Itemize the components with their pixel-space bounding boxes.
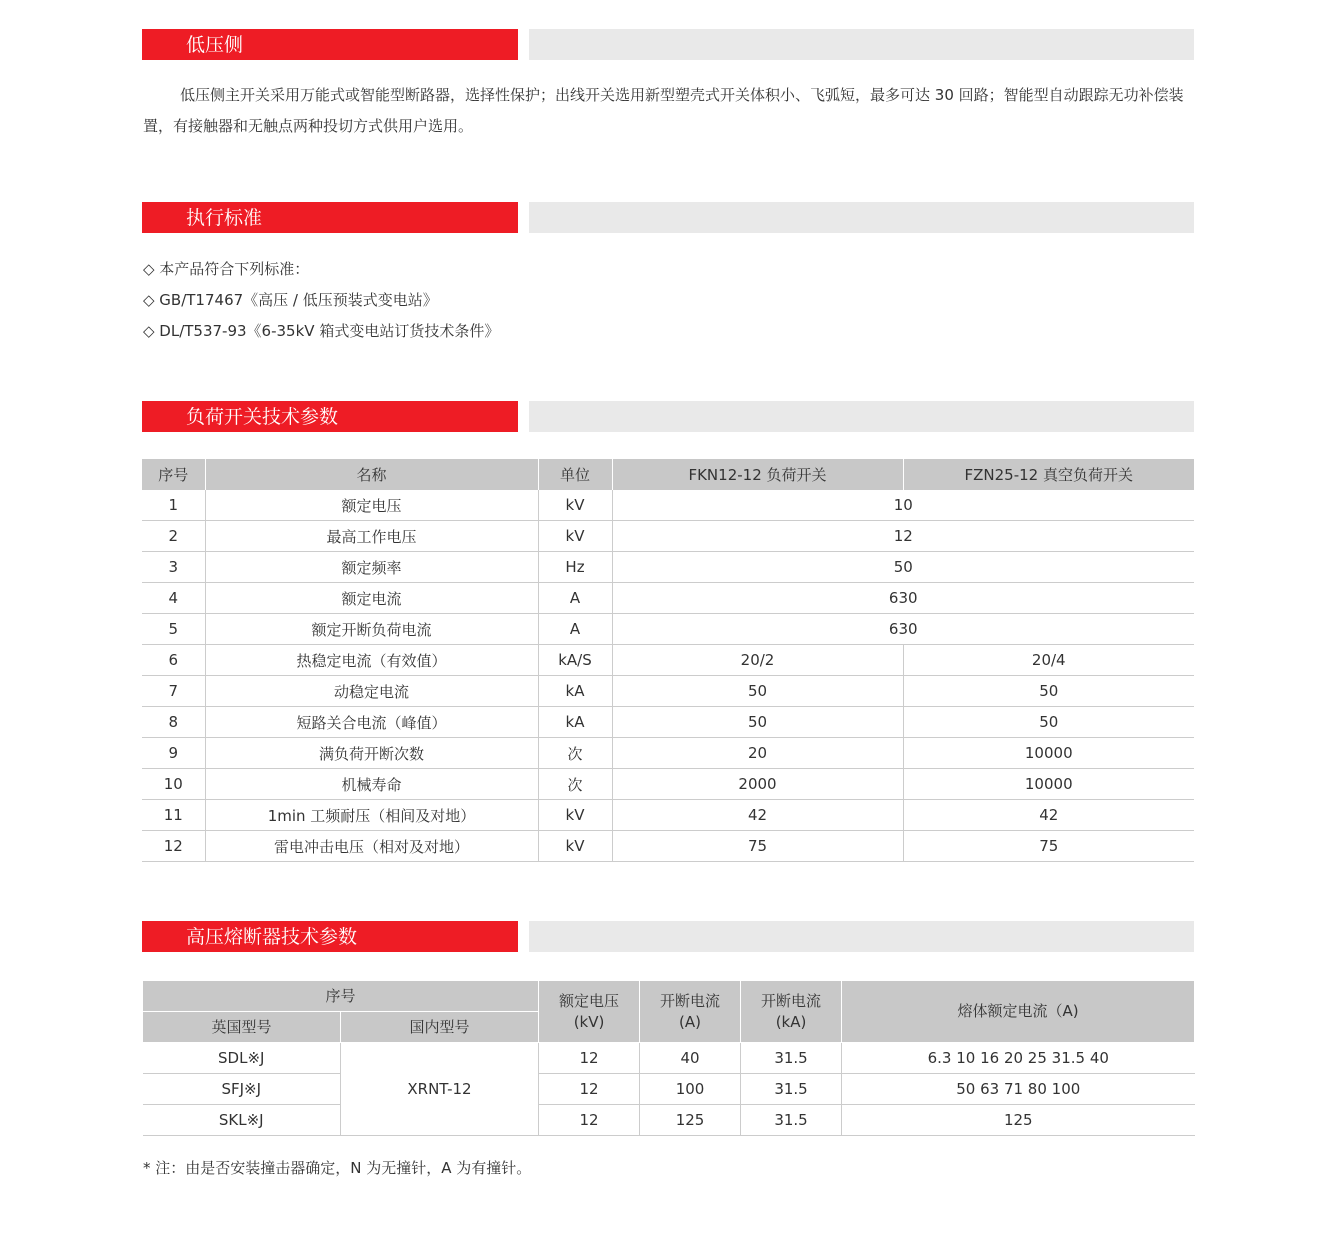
- table-cell: 8: [142, 707, 205, 738]
- table-cell: SDL※J: [143, 1043, 341, 1074]
- table-cell: 7: [142, 676, 205, 707]
- column-header: 名称: [205, 459, 538, 490]
- list-item: ◇ GB/T17467《高压 / 低压预装式变电站》: [143, 291, 438, 309]
- table-row: [142, 614, 1194, 645]
- table-cell: 50: [612, 707, 903, 738]
- column-header-uk-model: 英国型号: [143, 1012, 341, 1043]
- table-cell: SKL※J: [143, 1105, 341, 1136]
- list-item: ◇ DL/T537-93《6-35kV 箱式变电站订货技术条件》: [143, 322, 500, 340]
- table-cell: 12: [142, 831, 205, 862]
- table-cell: 20: [612, 738, 903, 769]
- column-header-break-current: 开断电流 (A): [640, 981, 741, 1043]
- table-cell: A: [538, 614, 612, 645]
- section-title: 高压熔断器技术参数: [186, 926, 358, 948]
- list-item: ◇ 本产品符合下列标准：: [143, 260, 310, 278]
- table-cell: 短路关合电流（峰值）: [205, 707, 538, 738]
- table-cell: 10000: [903, 769, 1194, 800]
- table-cell: 100: [640, 1074, 741, 1105]
- section-title: 执行标准: [186, 207, 263, 229]
- table-cell: 9: [142, 738, 205, 769]
- table-cell: 1: [142, 490, 205, 521]
- table-cell: 额定开断负荷电流: [205, 614, 538, 645]
- table-cell: kV: [538, 490, 612, 521]
- table-cell: kA: [538, 707, 612, 738]
- table-cell: 31.5: [741, 1043, 842, 1074]
- section-title: 低压侧: [186, 34, 244, 56]
- table-cell: 50 63 71 80 100: [842, 1074, 1195, 1105]
- table-cell: 12: [539, 1105, 640, 1136]
- column-header: 序号: [142, 459, 205, 490]
- table-row: [142, 707, 1194, 738]
- table-cell: 42: [903, 800, 1194, 831]
- table-cell: 2: [142, 521, 205, 552]
- table-header-row: [142, 459, 1194, 490]
- table-cell: 20/4: [903, 645, 1194, 676]
- section-header-low-voltage: [142, 29, 1194, 60]
- table-cell: 1min 工频耐压（相间及对地）: [205, 800, 538, 831]
- low-voltage-description: 低压侧主开关采用万能式或智能型断路器，选择性保护；出线开关选用新型塑壳式开关体积小、飞弧短，最多可达 30 回路；智能型自动跟踪无功补偿装置，有接触器和无触点两种投切方式供用户选用。: [143, 86, 1184, 135]
- table-cell: kA/S: [538, 645, 612, 676]
- table-cell: 50: [903, 707, 1194, 738]
- table-cell: 42: [612, 800, 903, 831]
- fuse-table: [142, 980, 1195, 1136]
- table-cell: 动稳定电流: [205, 676, 538, 707]
- table-cell: SFJ※J: [143, 1074, 341, 1105]
- column-header-cn-model: 国内型号: [341, 1012, 539, 1043]
- table-cell: 125: [640, 1105, 741, 1136]
- table-cell: kV: [538, 831, 612, 862]
- table-row: [142, 521, 1194, 552]
- table-row: [142, 831, 1194, 862]
- table-cell: 2000: [612, 769, 903, 800]
- table-header-row: [143, 981, 1195, 1012]
- table-cell: 热稳定电流（有效值）: [205, 645, 538, 676]
- footnote: * 注：由是否安装撞击器确定，N 为无撞针，A 为有撞针。: [143, 1159, 532, 1177]
- table-cell: Hz: [538, 552, 612, 583]
- table-row: [142, 552, 1194, 583]
- section-header-load-switch: [142, 401, 1194, 432]
- table-cell: 31.5: [741, 1074, 842, 1105]
- table-cell: 最高工作电压: [205, 521, 538, 552]
- table-cell: 6: [142, 645, 205, 676]
- column-header-seq: 序号: [143, 981, 539, 1012]
- table-cell: 12: [539, 1074, 640, 1105]
- column-header: FKN12-12 负荷开关: [612, 459, 903, 490]
- table-row: [142, 583, 1194, 614]
- load-switch-table: [142, 459, 1194, 862]
- table-cell: 次: [538, 769, 612, 800]
- table-cell: 12: [612, 521, 1194, 552]
- table-cell: 11: [142, 800, 205, 831]
- table-cell: 次: [538, 738, 612, 769]
- table-cell: 630: [612, 614, 1194, 645]
- table-cell: 机械寿命: [205, 769, 538, 800]
- table-cell: 50: [612, 676, 903, 707]
- table-cell: 50: [903, 676, 1194, 707]
- table-cell: 满负荷开断次数: [205, 738, 538, 769]
- table-row: [142, 490, 1194, 521]
- table-cell: kV: [538, 800, 612, 831]
- table-cell: 31.5: [741, 1105, 842, 1136]
- table-row: [143, 1043, 1195, 1074]
- table-cell: 12: [539, 1043, 640, 1074]
- table-cell: 5: [142, 614, 205, 645]
- table-cell: 10: [612, 490, 1194, 521]
- table-cell: 额定频率: [205, 552, 538, 583]
- table-row: [142, 676, 1194, 707]
- column-header: 单位: [538, 459, 612, 490]
- table-row: [142, 645, 1194, 676]
- table-cell: 6.3 10 16 20 25 31.5 40: [842, 1043, 1195, 1074]
- table-cell: 额定电压: [205, 490, 538, 521]
- table-cell: XRNT-12: [341, 1043, 539, 1136]
- table-cell: 125: [842, 1105, 1195, 1136]
- table-cell: 10000: [903, 738, 1194, 769]
- table-row: [143, 1105, 1195, 1136]
- table-cell: kA: [538, 676, 612, 707]
- table-row: [143, 1074, 1195, 1105]
- standards-list: [143, 254, 499, 347]
- table-cell: 630: [612, 583, 1194, 614]
- table-row: [142, 738, 1194, 769]
- table-cell: 3: [142, 552, 205, 583]
- table-cell: 50: [612, 552, 1194, 583]
- section-title: 负荷开关技术参数: [186, 406, 339, 428]
- table-row: [142, 800, 1194, 831]
- column-header-rated-voltage: 额定电压 (kV): [539, 981, 640, 1043]
- table-cell: A: [538, 583, 612, 614]
- table-cell: kV: [538, 521, 612, 552]
- table-cell: 雷电冲击电压（相对及对地）: [205, 831, 538, 862]
- table-cell: 10: [142, 769, 205, 800]
- column-header-melt-current: 熔体额定电流（A): [842, 981, 1195, 1043]
- table-cell: 20/2: [612, 645, 903, 676]
- table-cell: 4: [142, 583, 205, 614]
- column-header: FZN25-12 真空负荷开关: [903, 459, 1194, 490]
- table-cell: 75: [612, 831, 903, 862]
- table-row: [142, 769, 1194, 800]
- section-header-fuse: [142, 921, 1194, 952]
- table-cell: 额定电流: [205, 583, 538, 614]
- section-header-standards: [142, 202, 1194, 233]
- column-header-break-current-ka: 开断电流 (kA): [741, 981, 842, 1043]
- table-cell: 75: [903, 831, 1194, 862]
- table-cell: 40: [640, 1043, 741, 1074]
